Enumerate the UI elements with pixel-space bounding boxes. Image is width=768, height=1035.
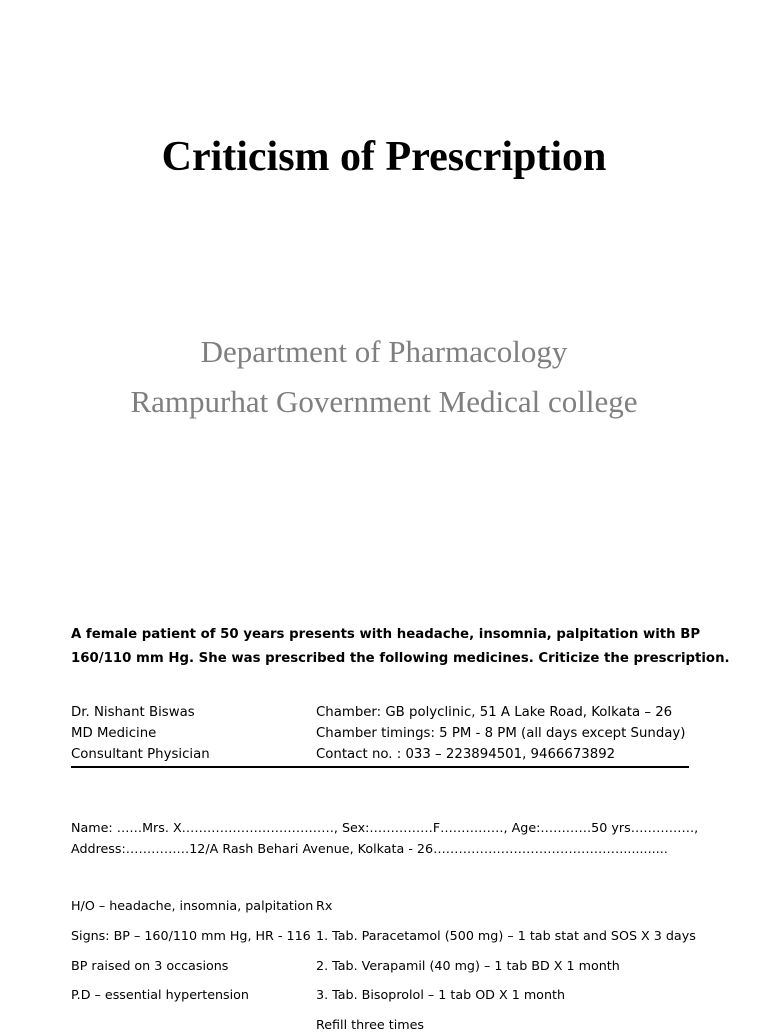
case-line-1: A female patient of 50 years presents with headache, insomnia, palpitation with BP: [71, 627, 701, 642]
case-description: [71, 623, 730, 671]
doctor-name: Dr. Nishant Biswas: [71, 705, 195, 720]
rx-item-2: 2. Tab. Verapamil (40 mg) – 1 tab BD X 1 month: [316, 958, 620, 973]
chamber-timings: Chamber timings: 5 PM - 8 PM (all days except Sunday): [316, 726, 686, 741]
rx-item-1: 1. Tab. Paracetamol (500 mg) – 1 tab stat and SOS X 3 days: [316, 928, 696, 943]
history-pd: P.D – essential hypertension: [71, 987, 249, 1002]
patient-address-line: Address:……………12/A Rash Behari Avenue, Kolkata - 26………………………………………...........: [71, 841, 668, 856]
chamber-address: Chamber: GB polyclinic, 51 A Lake Road, Kolkata – 26: [316, 705, 673, 720]
case-line-2: 160/110 mm Hg. She was prescribed the following medicines. Criticize the prescription.: [71, 651, 730, 666]
college-name: Rampurhat Government Medical college: [130, 384, 638, 419]
rx-label: Rx: [316, 898, 333, 913]
history-bp: BP raised on 3 occasions: [71, 958, 229, 973]
department-name: Department of Pharmacology: [200, 334, 568, 369]
page-title: Criticism of Prescription: [161, 134, 607, 180]
rx-refill: Refill three times: [316, 1017, 424, 1032]
doctor-degree: MD Medicine: [71, 726, 157, 741]
rx-item-3: 3. Tab. Bisoprolol – 1 tab OD X 1 month: [316, 987, 565, 1002]
header-divider: [71, 766, 689, 768]
chamber-contact: Contact no. : 033 – 223894501, 9466673892: [316, 747, 616, 762]
history-signs: Signs: BP – 160/110 mm Hg, HR - 116: [71, 928, 311, 943]
patient-name-line: Name: ……Mrs. X………………………………, Sex:……………F……………, Age:…………50 yrs……………,: [71, 820, 699, 835]
doctor-designation: Consultant Physician: [71, 747, 210, 762]
history-ho: H/O – headache, insomnia, palpitation: [71, 898, 314, 913]
